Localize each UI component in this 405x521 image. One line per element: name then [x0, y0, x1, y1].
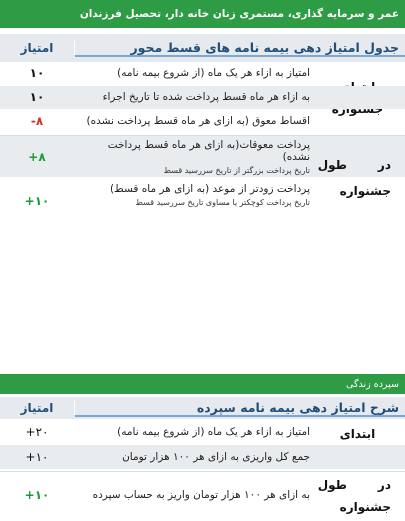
label-top: در	[377, 158, 391, 172]
row-note: تاریخ پرداخت بزرگتر از تاریخ سررسید قسط	[163, 166, 310, 175]
section2-band-text: سپرده زندگی	[346, 378, 399, 390]
row-text: پرداخت معوقات(به ازای هر ماه قسط پرداخت نشده)	[107, 139, 310, 163]
section1-header	[0, 34, 405, 62]
section1-band	[0, 0, 405, 28]
table-row	[0, 420, 405, 444]
row-points: +۱۰	[24, 194, 50, 208]
row-description: جمع کل واریزی به ازای هر ۱۰۰ هزار تومان	[122, 451, 310, 463]
row-description: امتیاز به ازاء هر یک ماه (از شروع بیمه نامه)	[117, 426, 310, 438]
section2-header	[0, 397, 405, 419]
row-description	[78, 183, 310, 207]
row-description: اقساط معوق (به ازای هر ماه قسط پرداخت نشده)	[86, 115, 310, 127]
row-note: تاریخ پرداخت کوچکتر یا مساوی تاریخ سررسید قسط	[135, 198, 310, 207]
section1-points-header: امتیاز	[0, 41, 75, 55]
section2-group2-label	[310, 472, 405, 520]
section2-title: شرح امتیاز دهی بیمه نامه سپرده	[75, 400, 405, 417]
row-description: امتیاز به ازاء هر یک ماه (از شروع بیمه نامه)	[117, 67, 310, 79]
section1-band-text: عمر و سرمایه گذاری، مستمری زنان خانه دار، تحصیل فرزندان	[79, 8, 399, 20]
section1-title: جدول امتیاز دهی بیمه نامه های قسط محور	[75, 40, 405, 57]
row-points: -۸	[30, 114, 44, 128]
row-text: پرداخت زودتر از موعد (به ازای هر ماه قسط)	[109, 183, 310, 195]
row-description: به ازای هر ۱۰۰ هزار تومان واریز به حساب سپرده	[92, 489, 310, 501]
row-points: ۱۰	[29, 66, 45, 80]
group-label-text: ابتدای	[339, 427, 376, 441]
row-points: +۱۰	[25, 450, 49, 464]
row-description: به ازاء هر ماه قسط پرداخت شده تا تاریخ اجراء	[102, 91, 310, 103]
label-mid: طول	[317, 158, 347, 172]
row-points: +۱۰	[24, 488, 50, 502]
table-row	[0, 110, 405, 133]
label-bottom: جشنواره	[339, 500, 391, 514]
row-points: +۲۰	[25, 425, 49, 439]
section2-points-header: امتیاز	[0, 401, 75, 415]
table-row	[0, 445, 405, 469]
row-points: +۸	[28, 150, 46, 164]
label-bottom: جشنواره	[339, 184, 391, 198]
row-points: ۱۰	[29, 90, 45, 104]
table-row	[0, 62, 405, 85]
row-description	[78, 139, 310, 175]
section2-band	[0, 374, 405, 394]
label-top: در	[377, 478, 391, 492]
label-mid: طول	[317, 478, 347, 492]
table-row	[0, 86, 405, 109]
section1-group2-label	[310, 142, 405, 222]
